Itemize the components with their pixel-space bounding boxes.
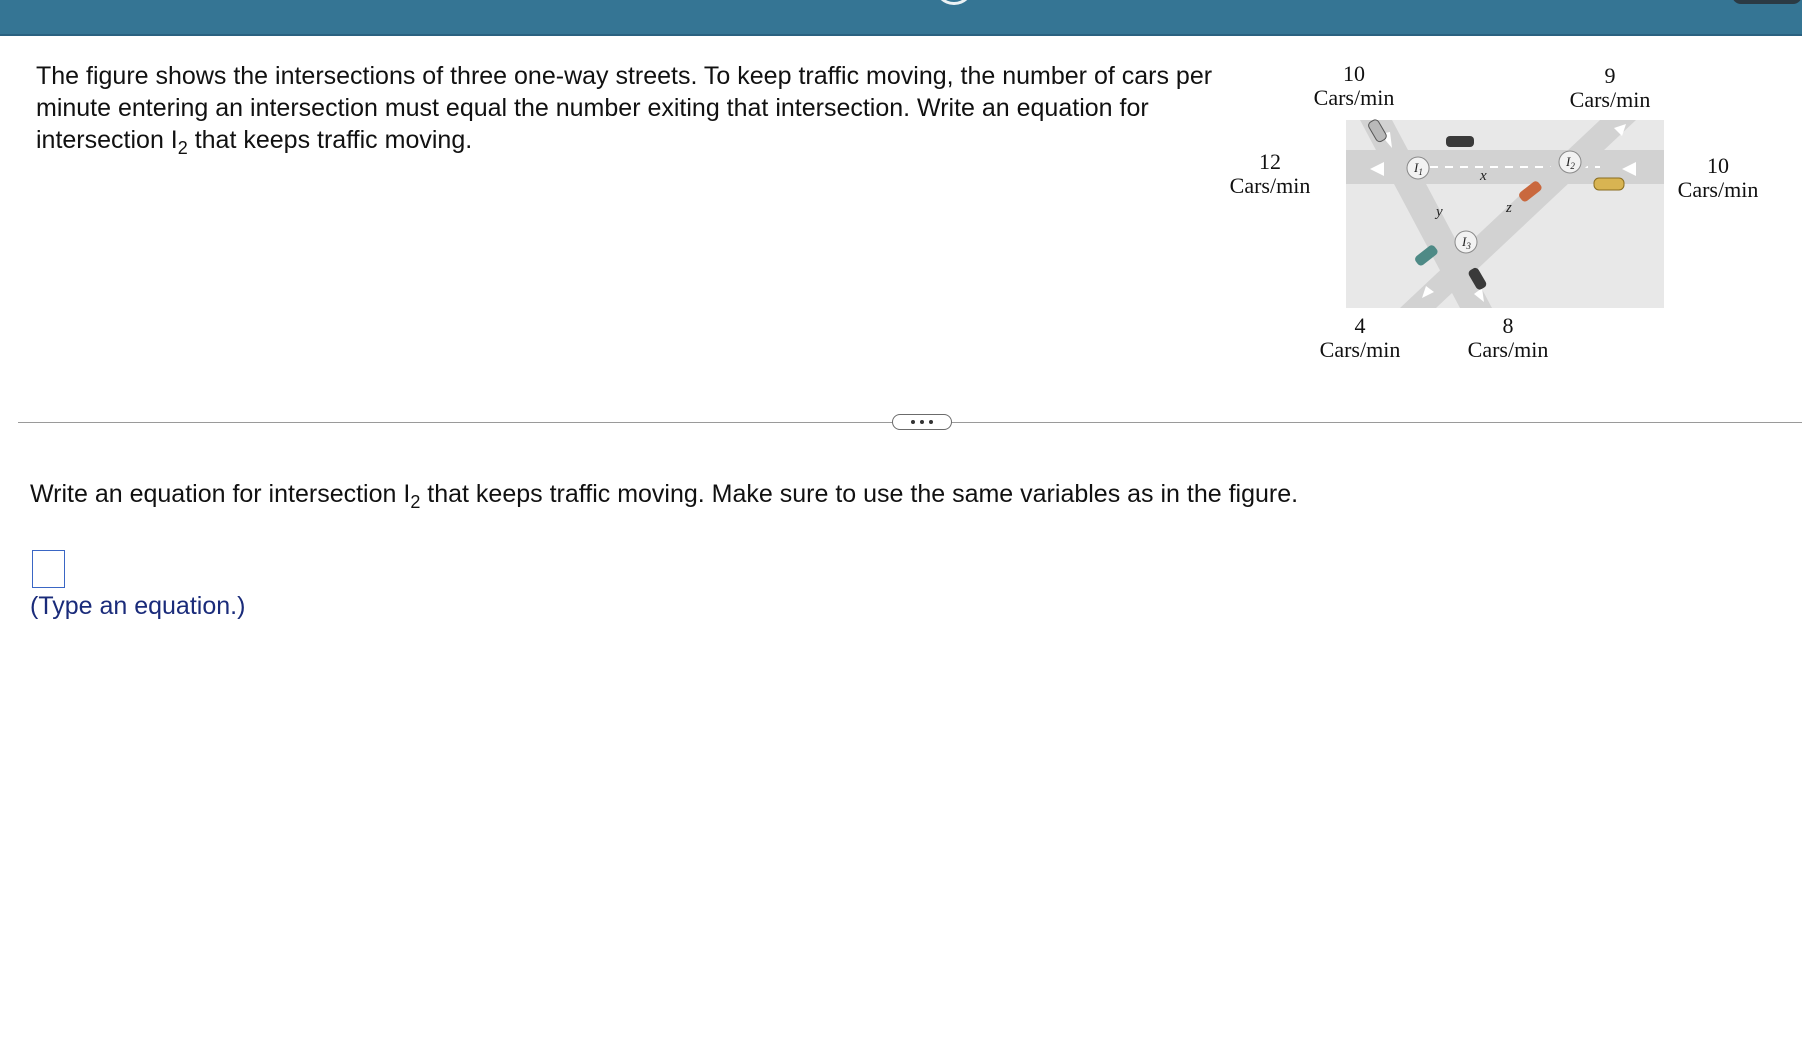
top-right-control[interactable] (1732, 0, 1802, 4)
top-bar (0, 0, 1802, 36)
equation-answer-input[interactable] (32, 550, 65, 588)
street-diagram (1230, 56, 1790, 376)
prompt-text-end: that keeps traffic moving. (187, 126, 473, 154)
question-text-end: that keeps traffic moving. Make sure to use the same variables as in the figure. (420, 480, 1299, 508)
i2-label: $I_2$ (1566, 154, 1575, 171)
variable-y: y (1436, 204, 1443, 220)
variable-x: x (1480, 168, 1487, 184)
label-top-left: 10 Cars/min (1313, 61, 1395, 110)
label-left: 12 Cars/min (1229, 149, 1311, 198)
traffic-figure (1230, 56, 1790, 376)
dot-icon (911, 420, 915, 424)
question-text-start: Write an equation for intersection I (30, 480, 411, 508)
expand-more-button[interactable] (892, 414, 952, 430)
question-subscript: 2 (410, 492, 421, 512)
i1-label: $I_1$ (1414, 160, 1423, 177)
loading-arc-icon (934, 0, 974, 5)
question-text (30, 478, 1298, 510)
label-bottom-right: 8 Cars/min (1467, 313, 1549, 362)
label-right: 10 Cars/min (1677, 153, 1759, 202)
variable-z: z (1506, 200, 1512, 216)
car-dark-top (1446, 136, 1474, 147)
label-bottom-left: 4 Cars/min (1319, 313, 1401, 362)
prompt-text: The figure shows the intersections of three one-way streets. To keep traffic moving, the number of cars per minute entering an intersection must equal the number exiting that intersection. Write an equation for intersection I (36, 62, 1213, 154)
label-top-right: 9 Cars/min (1569, 63, 1651, 112)
i3-label: $I_3$ (1462, 234, 1471, 251)
problem-prompt (36, 60, 1226, 156)
answer-hint: (Type an equation.) (30, 592, 246, 620)
dot-icon (920, 420, 924, 424)
prompt-subscript: 2 (177, 138, 188, 158)
dot-icon (929, 420, 933, 424)
car-yellow-right (1594, 178, 1624, 190)
